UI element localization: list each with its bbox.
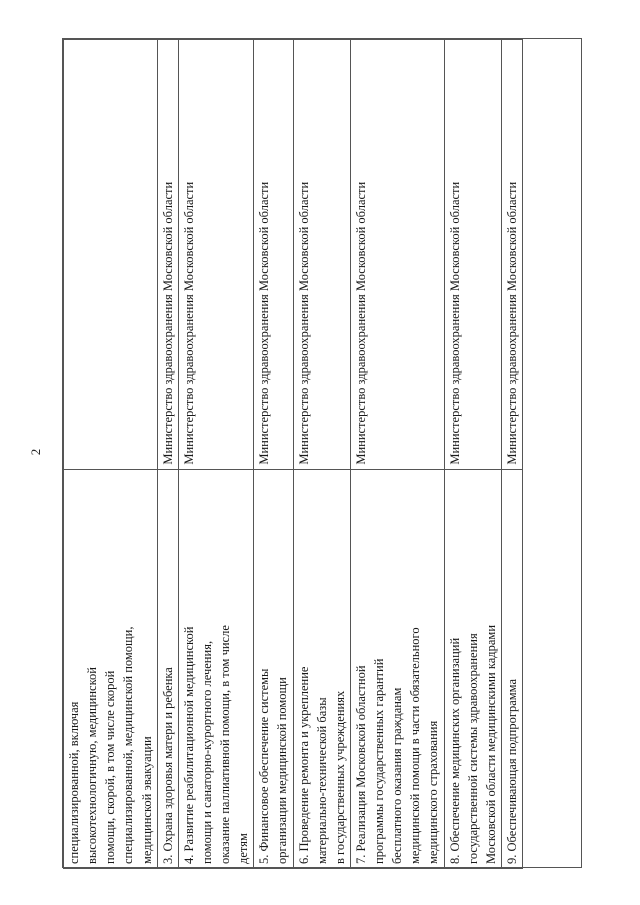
subprogram-name-line: бесплатного оказания гражданам — [390, 687, 405, 864]
table — [63, 39, 523, 869]
table-row — [64, 40, 158, 869]
table-row — [293, 40, 350, 869]
subprogram-name-cell — [254, 469, 293, 868]
responsible-org-cell: Министерство здравоохранения Московской области — [501, 40, 522, 470]
responsible-org-cell — [64, 40, 158, 470]
responsible-org-cell: Министерство здравоохранения Московской области — [254, 40, 293, 470]
subprogram-name-line: высокотехнологичную, медицинской — [85, 667, 100, 864]
subprogram-name-cell — [444, 469, 501, 868]
subprogram-name-line: государственной системы здравоохранения — [465, 633, 480, 864]
subprogram-name-line: 3. Охрана здоровья матери и ребенка — [160, 667, 175, 864]
table-row — [254, 40, 293, 869]
subprogram-name-line: 7. Реализация Московской областной — [353, 665, 368, 864]
subprogram-name-line: материально-технической базы — [314, 697, 329, 864]
table-row — [350, 40, 444, 869]
subprogram-name-cell — [350, 469, 444, 868]
subprogram-name-line: детям — [236, 833, 251, 864]
rotated-table-content — [63, 39, 583, 869]
subprogram-name-cell — [501, 469, 522, 868]
subprogram-name-line: 6. Проведение ремонта и укрепление — [296, 666, 311, 864]
subprogram-table — [62, 38, 582, 868]
subprogram-name-line: медицинской помощи в части обязательного — [408, 627, 423, 864]
subprogram-name-line: специализированной, медицинской помощи, — [121, 626, 136, 864]
table-row — [178, 40, 254, 869]
subprogram-name-line: помощи и санаторно-курортного лечения, — [199, 640, 214, 864]
responsible-org-cell: Министерство здравоохранения Московской области — [157, 40, 178, 470]
subprogram-name-line: программы государственных гарантий — [372, 658, 386, 864]
subprogram-name-cell — [293, 469, 350, 868]
subprogram-name-line: в государственных учреждениях — [332, 690, 347, 864]
subprogram-name-line: оказание паллиативной помощи, в том числе — [218, 625, 232, 864]
subprogram-name-line: помощи, скорой, в том числе скорой — [103, 670, 118, 864]
subprogram-name-cell — [178, 469, 254, 868]
page-number: 2 — [28, 448, 43, 456]
responsible-org-cell: Министерство здравоохранения Московской области — [350, 40, 444, 470]
responsible-org-cell: Министерство здравоохранения Московской области — [293, 40, 350, 470]
table-row — [444, 40, 501, 869]
subprogram-name-cell — [157, 469, 178, 868]
subprogram-name-line: 4. Развитие реабилитационной медицинской — [181, 626, 196, 864]
subprogram-name-line: 9. Обеспечивающая подпрограмма — [504, 678, 519, 864]
subprogram-name-line: Московской области медицинскими кадрами — [483, 624, 498, 864]
responsible-org-cell: Министерство здравоохранения Московской области — [178, 40, 254, 470]
subprogram-name-cell — [64, 469, 158, 868]
subprogram-name-line: 8. Обеспечение медицинских организаций — [447, 637, 462, 864]
table-row — [501, 40, 522, 869]
subprogram-name-line: организации медицинской помощи — [275, 677, 290, 864]
responsible-org-cell: Министерство здравоохранения Московской области — [444, 40, 501, 470]
table-row — [157, 40, 178, 869]
subprogram-name-line: 5. Финансовое обеспечение системы — [257, 668, 272, 864]
subprogram-name-line: медицинской эвакуации — [139, 736, 154, 864]
subprogram-name-line: специализированной, включая — [67, 701, 81, 864]
subprogram-name-line: медицинского страхования — [426, 720, 441, 864]
